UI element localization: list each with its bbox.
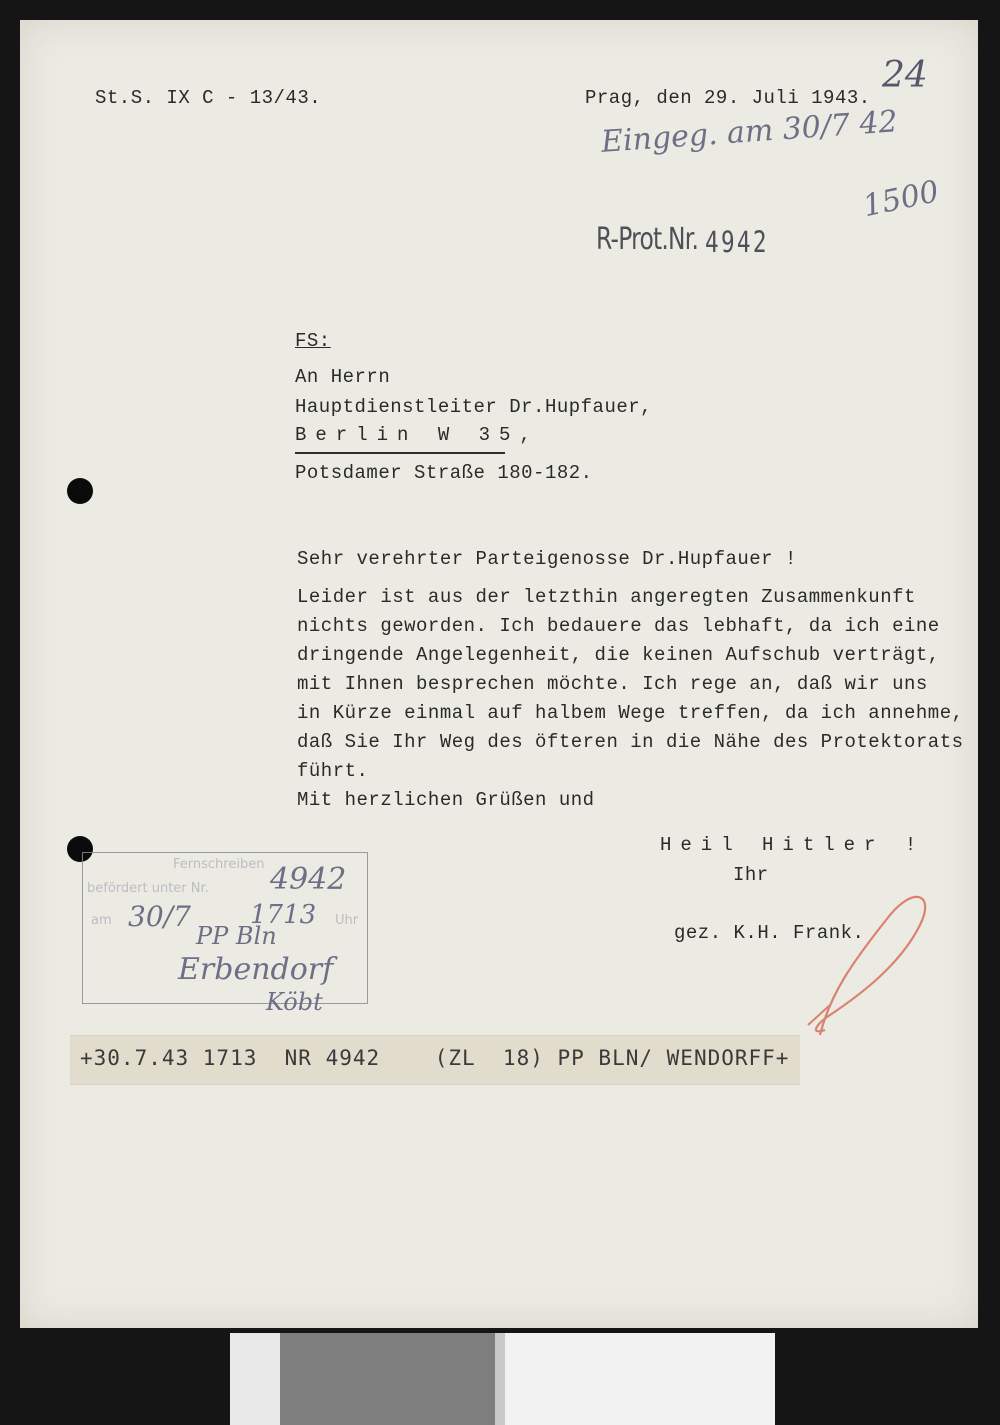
protocol-stamp-label: R-Prot.Nr. [596,222,699,257]
letter-closing-ihr: Ihr [733,864,769,886]
body-line: führt. [297,760,369,782]
address-street: Potsdamer Straße 180-182. [295,462,593,484]
page-number-handwritten: 24 [882,55,928,96]
stamp-line-4: Uhr [335,913,359,928]
red-pencil-mark [790,875,940,1050]
place-date: Prag, den 29. Juli 1943. [585,87,871,109]
letter-signature: gez. K.H. Frank. [674,922,865,944]
stamp-name-handwritten: Erbendorf [178,952,334,987]
stamp-number-handwritten: 4942 [270,862,347,897]
base-grey-block [280,1333,495,1425]
address-divider [295,452,505,454]
stamp-date-handwritten: 30/7 [128,900,191,933]
body-line: Leider ist aus der letzthin angeregten Zusammenkunft [297,586,916,608]
base-divider [495,1333,505,1425]
address-salutation: An Herrn [295,366,391,388]
stamp-line-1: Fernschreiben [173,857,265,872]
body-line: nichts geworden. Ich bedauere das lebhaft, da ich eine [297,615,940,637]
received-note-handwritten: Eingeg. am 30/7 42 [600,104,899,160]
protocol-stamp-number: 4942 [705,225,769,259]
body-line: Mit herzlichen Grüßen und [297,789,595,811]
body-line: mit Ihnen besprechen möchte. Ich rege an, daß wir uns [297,673,928,695]
base-white-left [230,1333,280,1425]
address-recipient: Hauptdienstleiter Dr.Hupfauer, [295,396,653,418]
letter-greeting: Sehr verehrter Parteigenosse Dr.Hupfauer ! [297,548,797,570]
stamp-sign-handwritten: Köbt [266,988,323,1016]
body-line: dringende Angelegenheit, die keinen Aufschub verträgt, [297,644,940,666]
letter-closing: Heil Hitler ! [660,834,926,856]
base-white-right [505,1333,775,1425]
letter-body [297,583,964,815]
stamp-line-3: am [91,913,112,928]
stamp-time-handwritten: 1713 [250,900,317,930]
address-city: Berlin W 35, [295,424,540,446]
time-note-handwritten: 1500 [860,174,942,225]
stamp-pp-handwritten: PP Bln [196,922,277,950]
body-line: daß Sie Ihr Weg des öfteren in die Nähe des Protektorats [297,731,964,753]
channel-label: FS: [295,330,331,352]
stamp-line-2: befördert unter Nr. [87,881,209,896]
body-line: in Kürze einmal auf halbem Wege treffen, da ich annehme, [297,702,964,724]
teletype-text: +30.7.43 1713 NR 4942 (ZL 18) PP BLN/ WENDORFF+ [80,1046,790,1070]
punch-hole-top [67,478,93,504]
reference-number: St.S. IX C - 13/43. [95,87,322,109]
